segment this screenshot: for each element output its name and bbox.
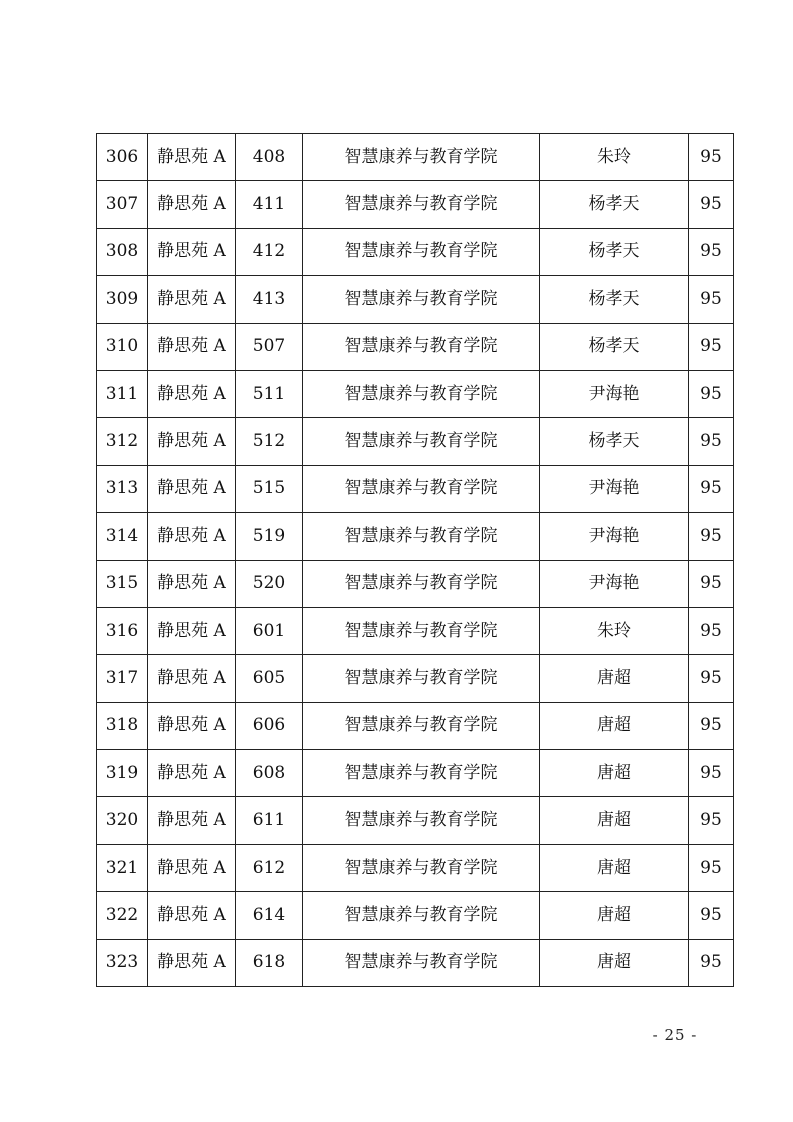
table-row	[97, 276, 734, 323]
page-number: - 25 -	[652, 1026, 698, 1044]
row-number-cell: 319	[97, 750, 148, 797]
table-row	[97, 181, 734, 228]
building-cell: 静思苑 A	[148, 465, 236, 512]
person-in-charge-cell: 唐超	[540, 655, 689, 702]
building-cell: 静思苑 A	[148, 181, 236, 228]
building-cell: 静思苑 A	[148, 844, 236, 891]
person-in-charge-cell: 杨孝天	[540, 418, 689, 465]
room-number-cell: 608	[236, 750, 303, 797]
college-cell: 智慧康养与教育学院	[303, 892, 540, 939]
building-cell: 静思苑 A	[148, 797, 236, 844]
table-body	[97, 134, 734, 987]
row-number-cell: 322	[97, 892, 148, 939]
table-row	[97, 939, 734, 986]
room-number-cell: 519	[236, 513, 303, 560]
score-cell: 95	[689, 370, 734, 417]
room-number-cell: 618	[236, 939, 303, 986]
room-number-cell: 512	[236, 418, 303, 465]
score-cell: 95	[689, 750, 734, 797]
building-cell: 静思苑 A	[148, 892, 236, 939]
table-row	[97, 750, 734, 797]
college-cell: 智慧康养与教育学院	[303, 134, 540, 181]
room-number-cell: 412	[236, 228, 303, 275]
table-row	[97, 797, 734, 844]
building-cell: 静思苑 A	[148, 370, 236, 417]
college-cell: 智慧康养与教育学院	[303, 228, 540, 275]
college-cell: 智慧康养与教育学院	[303, 655, 540, 702]
table-row	[97, 892, 734, 939]
building-cell: 静思苑 A	[148, 750, 236, 797]
row-number-cell: 313	[97, 465, 148, 512]
row-number-cell: 323	[97, 939, 148, 986]
person-in-charge-cell: 尹海艳	[540, 513, 689, 560]
room-number-cell: 515	[236, 465, 303, 512]
building-cell: 静思苑 A	[148, 228, 236, 275]
college-cell: 智慧康养与教育学院	[303, 607, 540, 654]
building-cell: 静思苑 A	[148, 418, 236, 465]
college-cell: 智慧康养与教育学院	[303, 181, 540, 228]
college-cell: 智慧康养与教育学院	[303, 797, 540, 844]
score-cell: 95	[689, 323, 734, 370]
person-in-charge-cell: 尹海艳	[540, 560, 689, 607]
room-number-cell: 413	[236, 276, 303, 323]
row-number-cell: 310	[97, 323, 148, 370]
person-in-charge-cell: 尹海艳	[540, 370, 689, 417]
score-cell: 95	[689, 465, 734, 512]
score-cell: 95	[689, 892, 734, 939]
college-cell: 智慧康养与教育学院	[303, 702, 540, 749]
person-in-charge-cell: 唐超	[540, 797, 689, 844]
person-in-charge-cell: 杨孝天	[540, 276, 689, 323]
college-cell: 智慧康养与教育学院	[303, 465, 540, 512]
table-row	[97, 844, 734, 891]
room-number-cell: 601	[236, 607, 303, 654]
score-cell: 95	[689, 181, 734, 228]
table-row	[97, 465, 734, 512]
row-number-cell: 314	[97, 513, 148, 560]
person-in-charge-cell: 尹海艳	[540, 465, 689, 512]
score-cell: 95	[689, 607, 734, 654]
room-number-cell: 606	[236, 702, 303, 749]
building-cell: 静思苑 A	[148, 276, 236, 323]
score-cell: 95	[689, 939, 734, 986]
row-number-cell: 318	[97, 702, 148, 749]
score-cell: 95	[689, 513, 734, 560]
person-in-charge-cell: 唐超	[540, 750, 689, 797]
row-number-cell: 311	[97, 370, 148, 417]
row-number-cell: 312	[97, 418, 148, 465]
table-row	[97, 134, 734, 181]
building-cell: 静思苑 A	[148, 607, 236, 654]
room-number-cell: 507	[236, 323, 303, 370]
room-number-cell: 520	[236, 560, 303, 607]
row-number-cell: 320	[97, 797, 148, 844]
person-in-charge-cell: 杨孝天	[540, 323, 689, 370]
score-cell: 95	[689, 276, 734, 323]
row-number-cell: 315	[97, 560, 148, 607]
table-row	[97, 513, 734, 560]
room-number-cell: 605	[236, 655, 303, 702]
person-in-charge-cell: 杨孝天	[540, 228, 689, 275]
table-row	[97, 702, 734, 749]
college-cell: 智慧康养与教育学院	[303, 750, 540, 797]
room-number-cell: 408	[236, 134, 303, 181]
person-in-charge-cell: 朱玲	[540, 134, 689, 181]
row-number-cell: 317	[97, 655, 148, 702]
dormitory-table	[96, 133, 734, 987]
person-in-charge-cell: 杨孝天	[540, 181, 689, 228]
score-cell: 95	[689, 418, 734, 465]
college-cell: 智慧康养与教育学院	[303, 513, 540, 560]
room-number-cell: 612	[236, 844, 303, 891]
room-number-cell: 511	[236, 370, 303, 417]
table-row	[97, 418, 734, 465]
row-number-cell: 316	[97, 607, 148, 654]
college-cell: 智慧康养与教育学院	[303, 939, 540, 986]
score-cell: 95	[689, 655, 734, 702]
score-cell: 95	[689, 228, 734, 275]
person-in-charge-cell: 朱玲	[540, 607, 689, 654]
building-cell: 静思苑 A	[148, 939, 236, 986]
building-cell: 静思苑 A	[148, 513, 236, 560]
score-cell: 95	[689, 844, 734, 891]
room-number-cell: 411	[236, 181, 303, 228]
row-number-cell: 321	[97, 844, 148, 891]
room-number-cell: 614	[236, 892, 303, 939]
table-row	[97, 655, 734, 702]
score-cell: 95	[689, 797, 734, 844]
table-row	[97, 323, 734, 370]
row-number-cell: 308	[97, 228, 148, 275]
college-cell: 智慧康养与教育学院	[303, 370, 540, 417]
score-cell: 95	[689, 134, 734, 181]
college-cell: 智慧康养与教育学院	[303, 560, 540, 607]
score-cell: 95	[689, 560, 734, 607]
person-in-charge-cell: 唐超	[540, 939, 689, 986]
score-cell: 95	[689, 702, 734, 749]
row-number-cell: 307	[97, 181, 148, 228]
building-cell: 静思苑 A	[148, 655, 236, 702]
person-in-charge-cell: 唐超	[540, 844, 689, 891]
table-row	[97, 560, 734, 607]
person-in-charge-cell: 唐超	[540, 702, 689, 749]
building-cell: 静思苑 A	[148, 702, 236, 749]
college-cell: 智慧康养与教育学院	[303, 418, 540, 465]
building-cell: 静思苑 A	[148, 323, 236, 370]
room-number-cell: 611	[236, 797, 303, 844]
building-cell: 静思苑 A	[148, 560, 236, 607]
row-number-cell: 309	[97, 276, 148, 323]
table-row	[97, 370, 734, 417]
college-cell: 智慧康养与教育学院	[303, 323, 540, 370]
person-in-charge-cell: 唐超	[540, 892, 689, 939]
table-row	[97, 607, 734, 654]
college-cell: 智慧康养与教育学院	[303, 844, 540, 891]
building-cell: 静思苑 A	[148, 134, 236, 181]
table-row	[97, 228, 734, 275]
row-number-cell: 306	[97, 134, 148, 181]
college-cell: 智慧康养与教育学院	[303, 276, 540, 323]
